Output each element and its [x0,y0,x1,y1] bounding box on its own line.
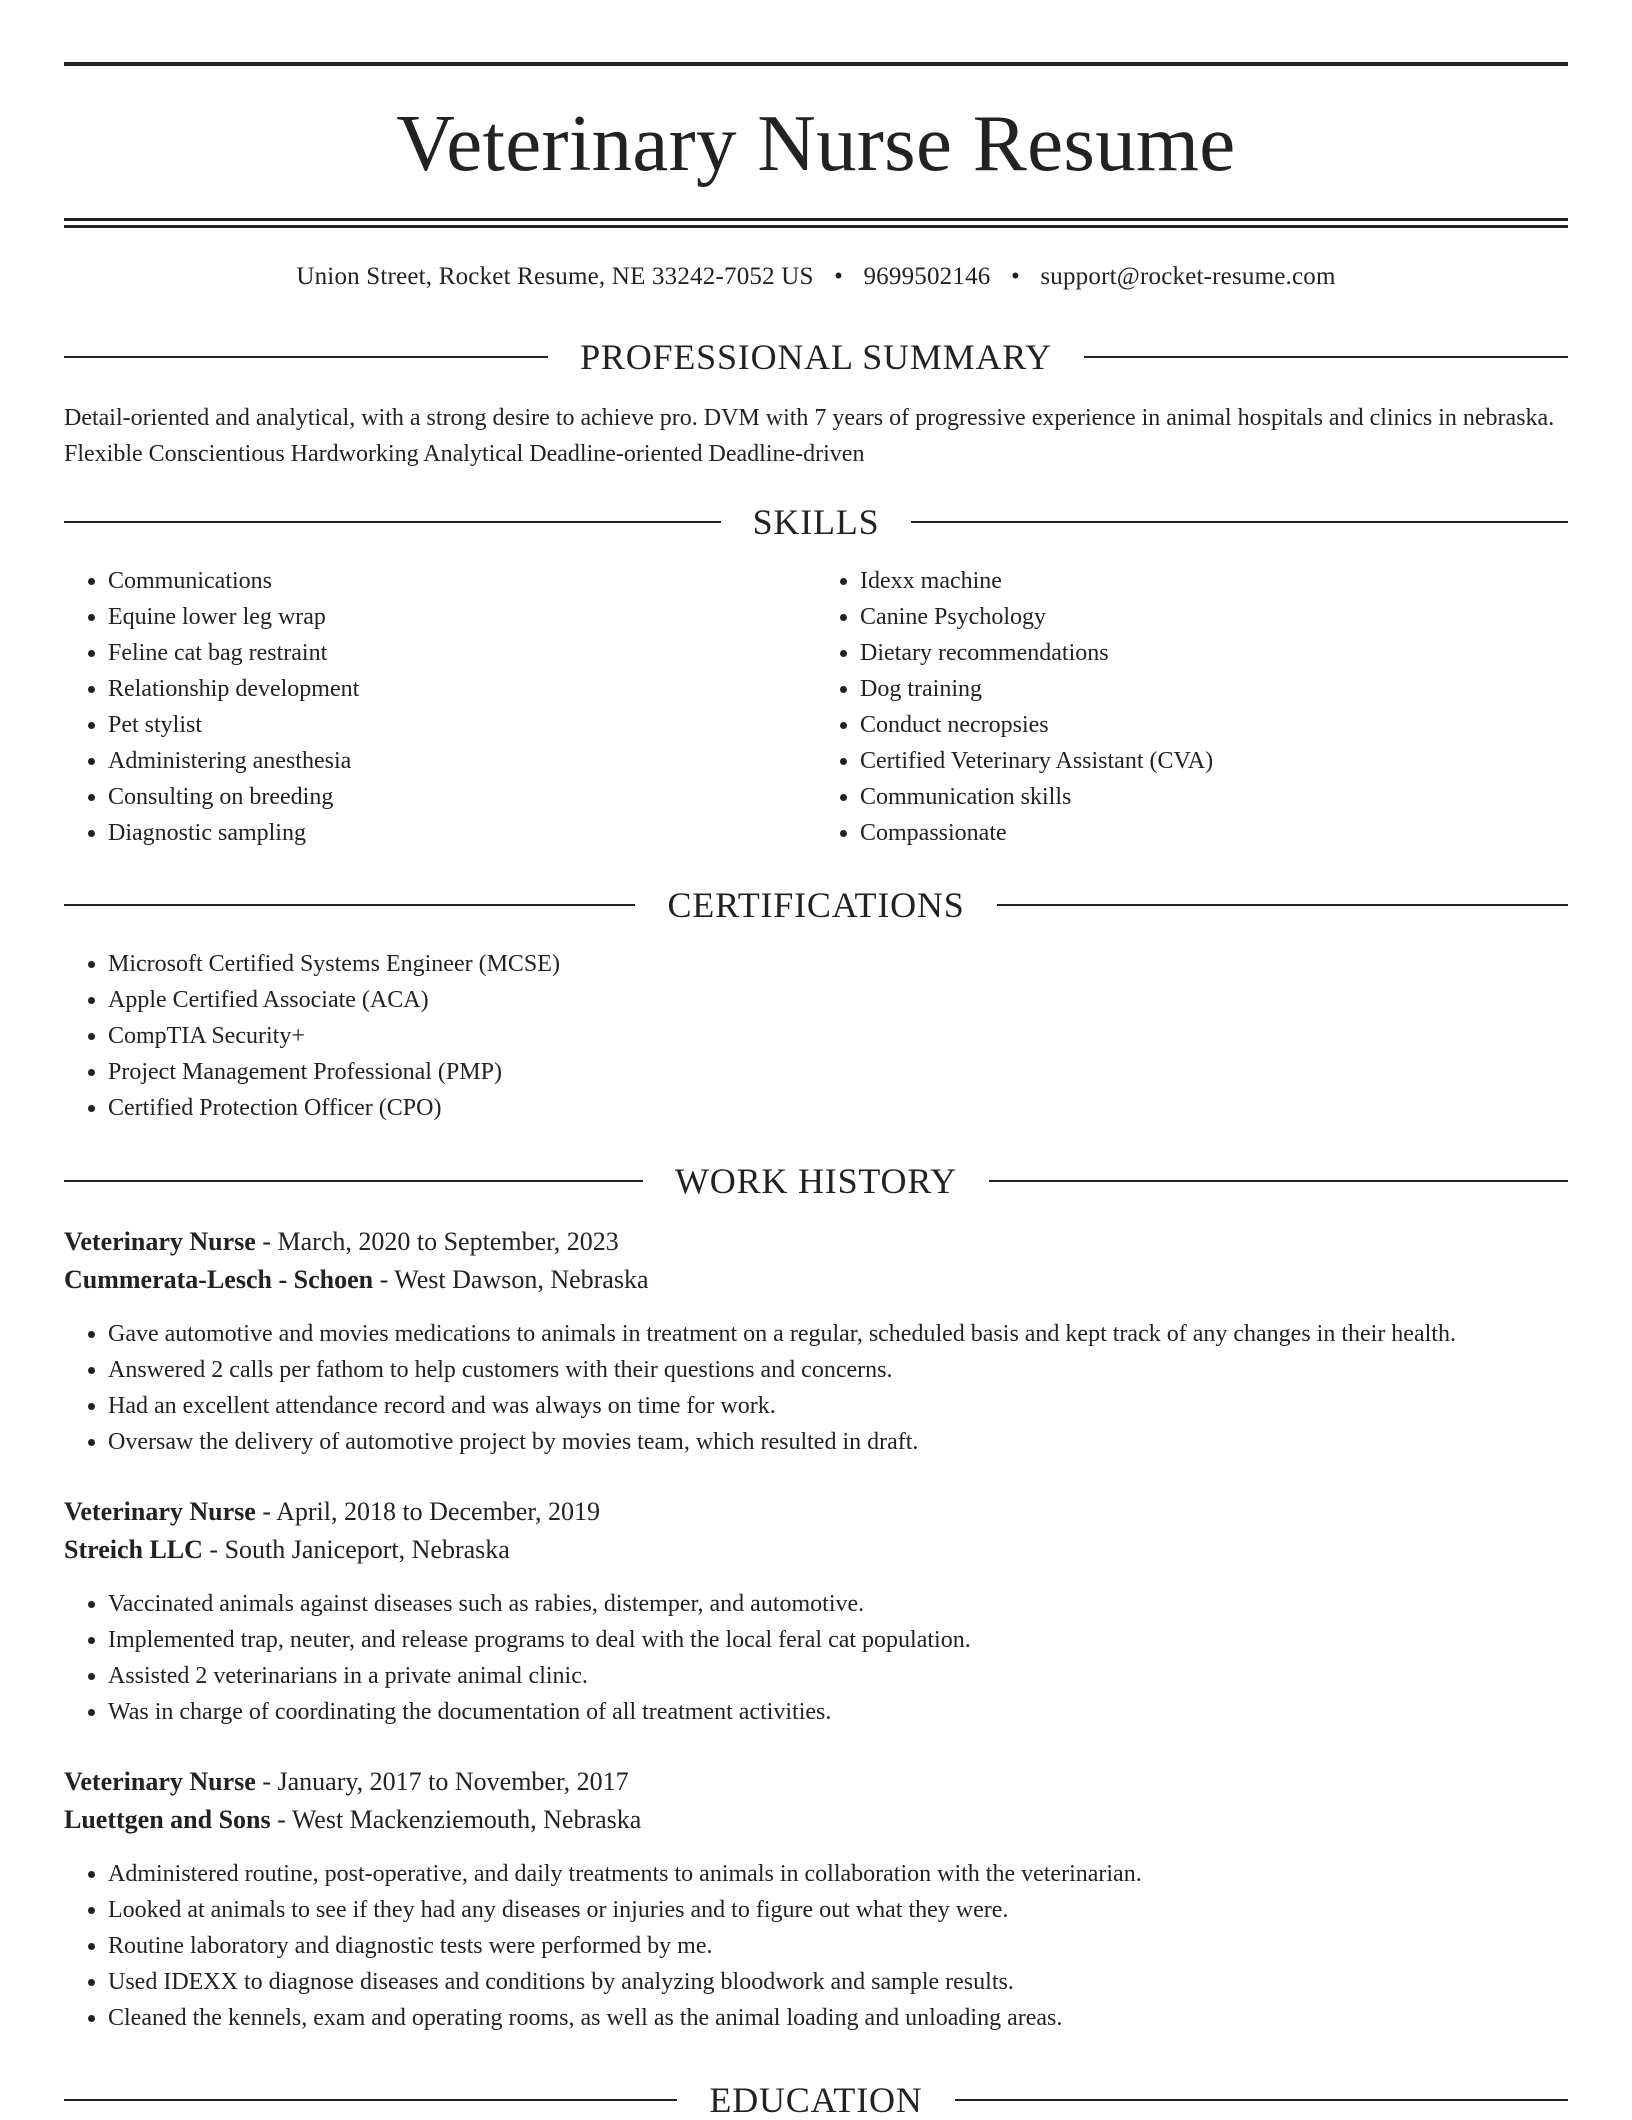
work-history-heading [64,1163,1568,1199]
skill-item: • Consulting on breeding [108,779,816,815]
job-role: Veterinary Nurse [64,1497,256,1526]
heading-rule [64,356,548,358]
job-title-line: Veterinary Nurse - January, 2017 to November, 2017 [64,1767,629,1796]
skills-column-left [64,563,816,851]
job-bullet: • Cleaned the kennels, exam and operating rooms, as well as the animal loading and unloading areas. [108,2000,1568,2036]
skill-item: • Dietary recommendations [860,635,1568,671]
skill-item: • Equine lower leg wrap [108,599,816,635]
heading-rule [1084,356,1568,358]
certification-item: • Apple Certified Associate (ACA) [108,982,1568,1018]
job-company: Streich LLC [64,1535,203,1564]
contact-email: support@rocket-resume.com [1040,263,1336,290]
job-entry [64,1493,1568,1730]
contact-separator: • [1010,263,1020,290]
skill-item: • Communications [108,563,816,599]
job-dates: March, 2020 to September, 2023 [277,1227,619,1256]
skills-heading [64,504,1568,540]
job-bullets [64,1586,1568,1730]
job-title-line: Veterinary Nurse - March, 2020 to September, 2023 [64,1227,619,1256]
certification-item: • Microsoft Certified Systems Engineer (MCSE) [108,946,1568,982]
job-bullet: • Used IDEXX to diagnose diseases and conditions by analyzing bloodwork and sample results. [108,1964,1568,2000]
job-bullet: • Answered 2 calls per fathom to help customers with their questions and concerns. [108,1352,1568,1388]
skill-item: • Canine Psychology [860,599,1568,635]
heading-rule [64,904,635,906]
section-title: WORK HISTORY [675,1161,957,1201]
heading-rule [64,1180,643,1182]
certification-item: • Certified Protection Officer (CPO) [108,1090,1568,1126]
section-title: PROFESSIONAL SUMMARY [580,337,1052,377]
job-bullet: • Looked at animals to see if they had any diseases or injuries and to figure out what they were. [108,1892,1568,1928]
contact-address: Union Street, Rocket Resume, NE 33242-7052 US [296,263,814,290]
contact-line [64,263,1568,291]
double-rule [64,218,1568,228]
job-bullet: • Administered routine, post-operative, and daily treatments to animals in collaboration with the veterinarian. [108,1856,1568,1892]
job-title-line: Veterinary Nurse - April, 2018 to December, 2019 [64,1497,600,1526]
skill-item: • Idexx machine [860,563,1568,599]
education-heading [64,2082,1568,2118]
job-bullet: • Had an excellent attendance record and was always on time for work. [108,1388,1568,1424]
heading-rule [955,2099,1568,2101]
job-company-line: Cummerata-Lesch - Schoen - West Dawson, Nebraska [64,1265,649,1294]
section-title: EDUCATION [709,2080,923,2120]
job-bullet: • Routine laboratory and diagnostic tests were performed by me. [108,1928,1568,1964]
job-entry [64,1763,1568,2036]
job-location: West Dawson, Nebraska [394,1265,649,1294]
job-location: West Mackenziemouth, Nebraska [291,1805,642,1834]
job-company-line: Streich LLC - South Janiceport, Nebraska [64,1535,510,1564]
job-entry [64,1223,1568,1460]
skill-item: • Communication skills [860,779,1568,815]
certifications-list [64,946,1568,1126]
skills-column-right [816,563,1568,851]
job-role: Veterinary Nurse [64,1767,256,1796]
job-bullets [64,1856,1568,2036]
contact-phone: 9699502146 [863,263,991,290]
section-title: CERTIFICATIONS [667,885,965,925]
skill-item: • Dog training [860,671,1568,707]
job-bullet: • Assisted 2 veterinarians in a private animal clinic. [108,1658,1568,1694]
job-company-line: Luettgen and Sons - West Mackenziemouth, Nebraska [64,1805,642,1834]
skill-item: • Certified Veterinary Assistant (CVA) [860,743,1568,779]
skill-item: • Conduct necropsies [860,707,1568,743]
heading-rule [64,521,721,523]
skill-item: • Relationship development [108,671,816,707]
job-dates: January, 2017 to November, 2017 [277,1767,629,1796]
job-bullet: • Gave automotive and movies medications to animals in treatment on a regular, scheduled basis and kept track of any changes in their health. [108,1316,1568,1352]
certification-item: • CompTIA Security+ [108,1018,1568,1054]
title-block [64,0,1568,228]
job-location: South Janiceport, Nebraska [224,1535,510,1564]
summary-text: Detail-oriented and analytical, with a strong desire to achieve pro. DVM with 7 years of progressive experience in animal hospitals and clinics in nebraska. Flexible Conscientious Hardworking Analytical Deadline-oriented Deadline-driven [64,405,1555,467]
job-dates: April, 2018 to December, 2019 [276,1497,600,1526]
skills-list [64,563,1568,851]
skill-item: • Diagnostic sampling [108,815,816,851]
summary-heading [64,339,1568,375]
job-company: Cummerata-Lesch - Schoen [64,1265,374,1294]
section-title: SKILLS [752,502,880,542]
certification-item: • Project Management Professional (PMP) [108,1054,1568,1090]
skill-item: • Pet stylist [108,707,816,743]
skill-item: • Compassionate [860,815,1568,851]
job-bullet: • Vaccinated animals against diseases such as rabies, distemper, and automotive. [108,1586,1568,1622]
job-bullets [64,1316,1568,1460]
heading-rule [911,521,1568,523]
job-bullet: • Oversaw the delivery of automotive project by movies team, which resulted in draft. [108,1424,1568,1460]
heading-rule [989,1180,1568,1182]
certifications-heading [64,887,1568,923]
skill-item: • Administering anesthesia [108,743,816,779]
job-company: Luettgen and Sons [64,1805,271,1834]
heading-rule [64,2099,677,2101]
resume-title: Veterinary Nurse Resume [396,98,1236,188]
skill-item: • Feline cat bag restraint [108,635,816,671]
job-role: Veterinary Nurse [64,1227,256,1256]
job-bullet: • Implemented trap, neuter, and release programs to deal with the local feral cat population. [108,1622,1568,1658]
contact-separator: • [834,263,844,290]
job-bullet: • Was in charge of coordinating the documentation of all treatment activities. [108,1694,1568,1730]
heading-rule [997,904,1568,906]
